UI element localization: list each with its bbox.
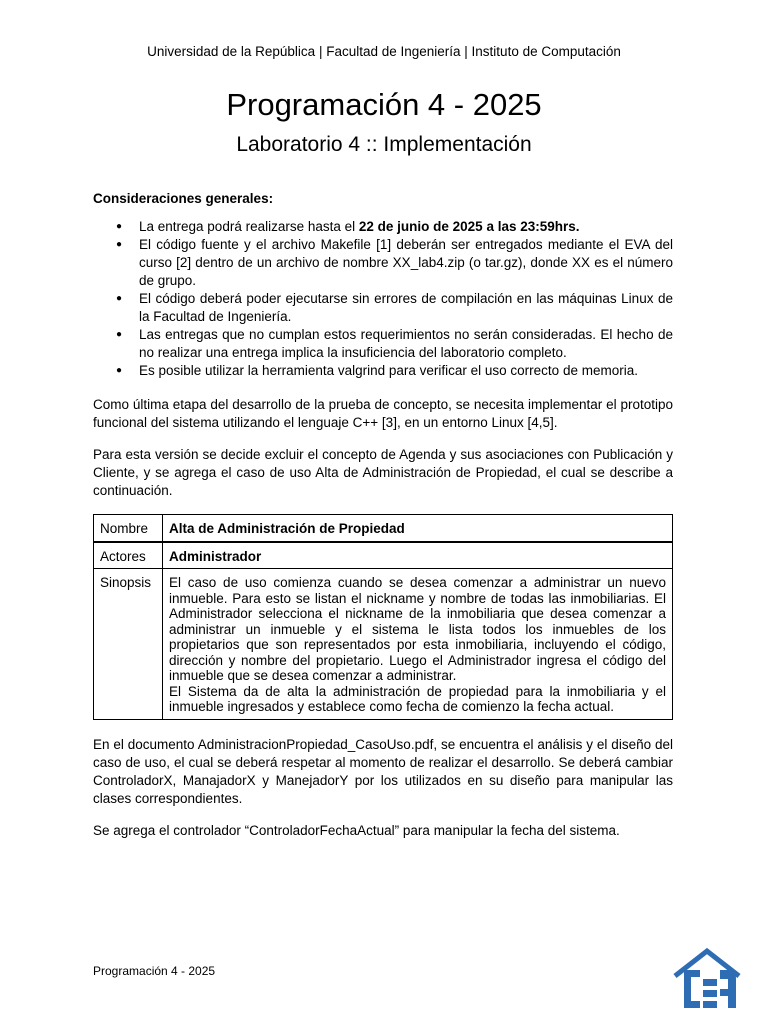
table-row — [94, 542, 673, 569]
page-header: Universidad de la República | Facultad de Ingeniería | Instituto de Computación — [147, 44, 621, 59]
synopsis-paragraph: El caso de uso comienza cuando se desea comenzar a administrar un nuevo inmueble. Para esto se listan el nickname y nombre de todas las inmobiliarias. El Administrador selecciona el nickname de la inmobiliaria que desea comenzar a administrar un inmueble y el sistema le lista todos los inmuebles de los propietarios que son representados por esta inmobiliaria, incluyendo el código, dirección y nombre del propietario. Luego el Administrador ingresa el código del inmueble que se desea comenzar a administrar. — [169, 575, 666, 683]
use-case-table — [93, 514, 673, 720]
list-item — [93, 218, 673, 236]
name-label: Nombre — [94, 515, 163, 542]
deadline-text: La entrega podrá realizarse hasta el — [139, 219, 359, 234]
actors-label: Actores — [94, 542, 163, 569]
document-subtitle: Laboratorio 4 :: Implementación — [236, 133, 532, 156]
synopsis-value — [163, 569, 673, 720]
general-considerations-heading: Consideraciones generales: — [93, 191, 274, 206]
synopsis-paragraph: El Sistema da de alta la administración de propiedad para la inmobiliaria y el inmueble ingresados y establece como fecha de comienzo la fecha actual. — [169, 683, 666, 714]
document-title: Programación 4 - 2025 — [226, 87, 542, 122]
paragraph-date-controller: Se agrega el controlador “ControladorFechaActual” para manipular la fecha del sistema. — [93, 822, 620, 838]
general-considerations-list — [93, 218, 673, 380]
list-item: ● Es posible utilizar la herramienta valgrind para verificar el uso correcto de memoria. — [93, 362, 673, 380]
list-item: ● El código fuente y el archivo Makefile [1] deberán ser entregados mediante el EVA del curso [2] dentro de un archivo de nombre XX_lab4.zip (o tar.gz), donde XX es el número de grupo. — [93, 236, 673, 290]
name-value: Alta de Administración de Propiedad — [163, 515, 673, 542]
paragraph-version: Para esta versión se decide excluir el concepto de Agenda y sus asociaciones con Publicación y Cliente, y se agrega el caso de uso Alta de Administración de Propiedad, el cual se describe a continuación. — [93, 447, 673, 498]
paragraph-design-document: En el documento AdministracionPropiedad_CasoUso.pdf, se encuentra el análisis y el diseño del caso de uso, el cual se deberá respetar al momento de realizar el desarrollo. Se deberá cambiar ControladorX, ManajadorX y ManejadorY por los utilizados en su diseño para manipular las clases correspondientes. — [93, 736, 673, 806]
table-row — [94, 515, 673, 542]
table-row — [94, 569, 673, 720]
institute-logo-icon — [672, 946, 742, 1012]
document-body — [93, 190, 673, 854]
list-item: ● El código deberá poder ejecutarse sin errores de compilación en las máquinas Linux de la Facultad de Ingeniería. — [93, 290, 673, 326]
list-item: ● Las entregas que no cumplan estos requerimientos no serán consideradas. El hecho de no realizar una entrega implica la insuficiencia del laboratorio completo. — [93, 326, 673, 362]
deadline-date: 22 de junio de 2025 a las 23:59hrs. — [358, 219, 580, 234]
paragraph-prototype: Como última etapa del desarrollo de la prueba de concepto, se necesita implementar el prototipo funcional del sistema utilizando el lenguaje C++ [3], en un entorno Linux [4,5]. — [93, 397, 673, 430]
page-footer: Programación 4 - 2025 — [93, 964, 216, 978]
actors-value: Administrador — [163, 542, 673, 569]
synopsis-label: Sinopsis — [94, 569, 163, 720]
